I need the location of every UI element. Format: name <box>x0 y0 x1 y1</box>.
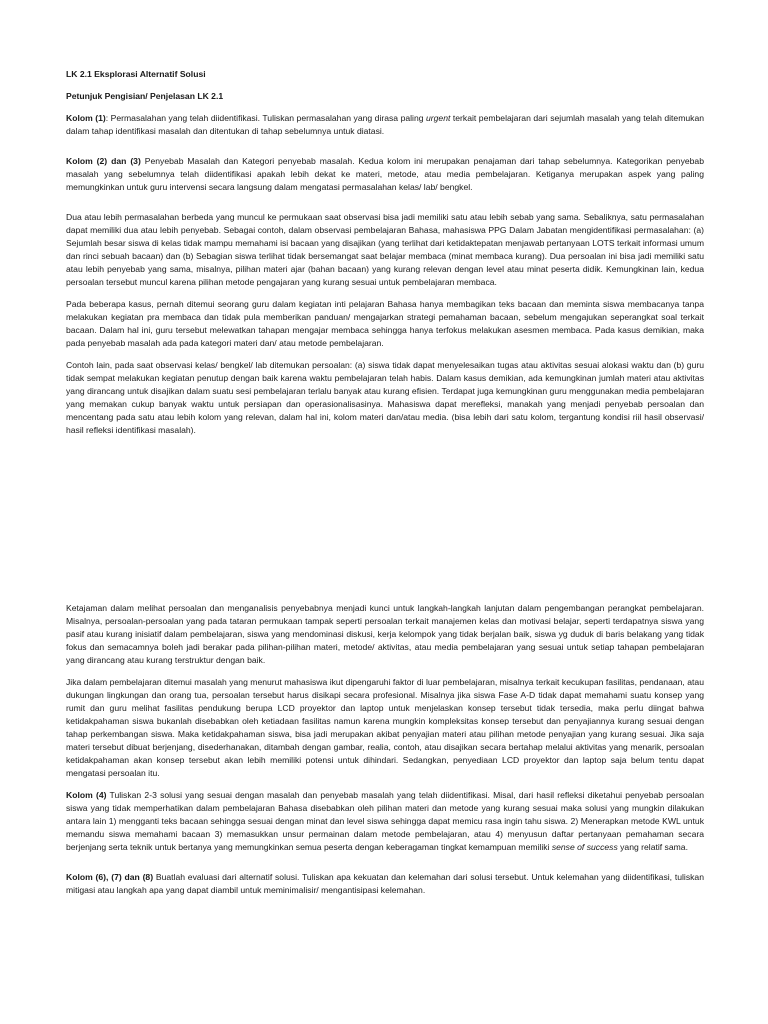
paragraph-kolom-6-7-8 <box>66 871 704 897</box>
paragraph-pada-beberapa-kasus: Pada beberapa kasus, pernah ditemui seorang guru dalam kegiatan inti pelajaran Bahasa hanya membagikan teks bacaan dan meminta siswa membacanya tanpa melakukan kegiatan pra membaca dan tidak pula memberikan panduan/ mengajarkan strategi pemahaman bacaan, sebelum mengajukan seperangkat soal terkait bacaan. Dalam hal ini, guru tersebut melewatkan tahapan mengajar membaca sehingga hanya terfokus melakukan asesmen membaca. Pada kasus demikian, maka pada penyebab masalah ada pada kategori materi dan/ atau metode pembelajaran. <box>66 299 704 348</box>
paragraph-kolom-2-3 <box>66 155 704 194</box>
kolom-1-lead: Kolom (1) <box>66 113 106 123</box>
kolom-1-emphasis: urgent <box>426 113 451 123</box>
document-page-bottom <box>66 602 704 897</box>
kolom-6-7-8-lead: Kolom (6), (7) dan (8) <box>66 872 154 882</box>
document-subtitle: Petunjuk Pengisian/ Penjelasan LK 2.1 <box>66 91 224 101</box>
document-page-top <box>66 68 704 437</box>
paragraph-contoh-lain: Contoh lain, pada saat observasi kelas/ bengkel/ lab ditemukan persoalan: (a) siswa tidak dapat menyelesaikan tugas atau aktivitas sesuai alokasi waktu dan (b) guru tidak sempat melakukan kegiatan penutup dengan baik karena waktu pembelajaran telah habis. Dalam kasus demikian, ada kemungkinan jumlah materi atau aktivitas yang dirancang untuk disajikan dalam suatu sesi pembelajaran terlalu banyak atau kurang efisien. Terdapat juga kemungkinan guru menggunakan media pembelajaran yang memakan cukup banyak waktu untuk persiapan dan operasionalisasinya. Mahasiswa dapat merefleksi, manakah yang menjadi penyebab persoalan dan mencentang pada satu atau lebih kolom yang relevan, dalam hal ini, kolom materi dan/atau media. (bisa lebih dari satu kolom, tergantung kondisi riil hasil observasi/ hasil refleksi identifikasi masalah). <box>66 360 704 435</box>
paragraph-jika-dalam: Jika dalam pembelajaran ditemui masalah yang menurut mahasiswa ikut dipengaruhi faktor di luar pembelajaran, misalnya terkait kecukupan fasilitas, pendanaan, atau dukungan lingkungan dan orang tua, persoalan tersebut harus disikapi secara profesional. Misalnya jika siswa Fase A-D tidak dapat memahami suatu konsep yang rumit dan guru melihat fasilitas pendukung berupa LCD proyektor dan laptop untuk menjelaskan konsep tersebut tidak tersedia, maka perlu diingat bahwa ketidakpahaman siswa bukanlah disebabkan oleh ketiadaan fasilitas namun karena mungkin kompleksitas konsep tersebut dan penyajiannya kurang sesuai dengan tahap perkembangan siswa. Maka ketidakpahaman siswa, bisa jadi merupakan akibat penyajian materi atau pilihan metode penyajian yang kurang sesuai. Jika saja materi tersebut dibuat berjenjang, disederhanakan, ditambah dengan gambar, realia, contoh, atau disajikan secara bertahap melalui aktivitas yang menarik, persoalan ketidakpahaman akan konsep tersebut akan lebih memiliki potensi untuk dihindari. Sedangkan, penyediaan LCD proyektor dan laptop saja belum tentu dapat mengatasi persoalan itu. <box>66 677 704 778</box>
kolom-2-3-text: Penyebab Masalah dan Kategori penyebab masalah. Kedua kolom ini merupakan penajaman dari tahap sebelumnya. Kategorikan penyebab masalah yang sebelumnya telah diidentifikasi apakah lebih dekat ke materi, metode, atau media pembelajaran. Ketiganya merupakan aspek yang paling memungkinkan untuk guru intervensi secara langsung dalam mengatasi permasalahan kelas/ lab/ bengkel. <box>66 156 704 192</box>
kolom-4-text-post: yang relatif sama. <box>617 842 688 852</box>
document-title: LK 2.1 Eksplorasi Alternatif Solusi <box>66 69 206 79</box>
kolom-4-emphasis: sense of success <box>551 842 618 852</box>
kolom-1-text-pre: : Permasalahan yang telah diidentifikasi. Tuliskan permasalahan yang dirasa paling <box>105 113 427 123</box>
paragraph-dua-atau-lebih: Dua atau lebih permasalahan berbeda yang muncul ke permukaan saat observasi bisa jadi memiliki satu atau lebih sebab yang sama. Sebaliknya, satu permasalahan dapat memiliki dua atau lebih penyebab. Sebagai contoh, dalam observasi pembelajaran Bahasa, mahasiswa PPG Dalam Jabatan mengidentifikasi permasalahan: (a) Sejumlah besar siswa di kelas tidak mampu memahami isi bacaan yang disajikan (yang terlihat dari ketidaktepatan menjawab pertanyaan LOTS terkait informasi umum dan rinci sebuah bacaan) dan (b) Sebagian siswa terlihat tidak bersemangat saat belajar membaca (minat membaca kurang). Dua persoalan ini bisa jadi memiliki satu atau lebih penyebab yang sama, misalnya, pilihan materi ajar (bahan bacaan) yang kurang relevan dengan level atau minat peserta didik. Kemungkinan lain, kedua persoalan tersebut muncul karena pilihan metode pengajaran yang kurang sesuai untuk pembelajaran membaca. <box>66 212 704 287</box>
paragraph-kolom-4 <box>66 789 704 854</box>
kolom-2-3-lead: Kolom (2) dan (3) <box>66 156 141 166</box>
kolom-4-text-pre: Tuliskan 2-3 solusi yang sesuai dengan masalah dan penyebab masalah yang telah diidentifikasi. Misal, dari hasil refleksi diketahui penyebab persoalan siswa yang tidak memperhatikan dalam pembelajaran Bahasa disebabkan oleh pilihan materi dan metode yang kurang sesuai maka solusi yang mungkin dilakukan antara lain 1) mengganti teks bacaan sehingga sesuai dengan minat dan level siswa sehingga dapat memicu rasa ingin tahu siswa. 2) Menerapkan metode KWL untuk memandu siswa memahami bacaan 3) memasukkan unsur permainan dalam metode pembelajaran, atau 4) menyusun daftar pertanyaan pemahaman secara berjenjang serta teknik untuk bertanya yang memungkinkan semua peserta dengan keberagaman tingkat kemampuan memiliki <box>66 790 705 852</box>
kolom-6-7-8-text: Buatlah evaluasi dari alternatif solusi. Tuliskan apa kekuatan dan kelemahan dari solusi tersebut. Untuk kelemahan yang diidentifikasi, tuliskan mitigasi atau langkah apa yang dapat diambil untuk meminimalisir/ mengantisipasi kelemahan. <box>66 872 704 895</box>
paragraph-kolom-1 <box>66 112 704 138</box>
kolom-4-lead: Kolom (4) <box>66 790 107 800</box>
paragraph-ketajaman: Ketajaman dalam melihat persoalan dan menganalisis penyebabnya menjadi kunci untuk langkah-langkah lanjutan dalam pengembangan perangkat pembelajaran. Misalnya, persoalan-persoalan yang pada tataran permukaan tampak seperti persoalan terkait manajemen kelas dan motivasi belajar, seperti terdapatnya siswa yang pasif atau kurang inisiatif dalam pembelajaran, siswa yang mendominasi diskusi, kerja kelompok yang tidak berjalan baik, siswa yg duduk di baris belakang yang tidak fokus dan semacamnya boleh jadi berakar pada pilihan-pilihan materi, metode/ aktivitas, atau media pembelajaran yang sesuai untuk setiap tahapan pembelajaran yang dirancang atau kurang terstruktur dengan baik. <box>66 603 704 665</box>
kolom-1-text-post: terkait pembelajaran dari sejumlah masalah yang telah ditemukan dalam tahap identifikasi masalah dan ditentukan di tahap sebelumnya untuk diatasi. <box>66 113 705 136</box>
